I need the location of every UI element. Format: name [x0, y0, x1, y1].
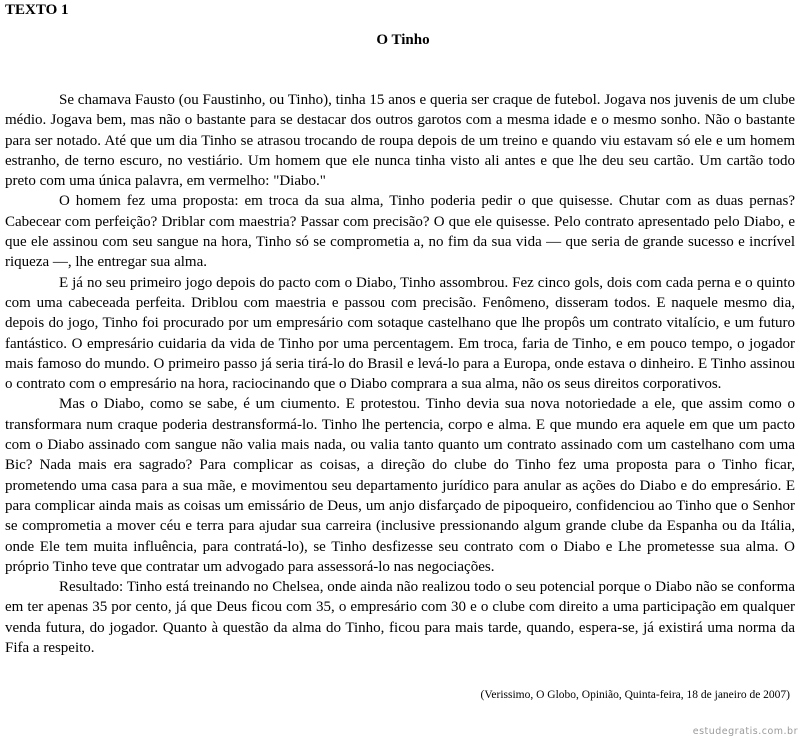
source-citation: (Verissimo, O Globo, Opinião, Quinta-feira, 18 de janeiro de 2007) — [480, 689, 790, 701]
paragraph-5: Resultado: Tinho está treinando no Chelsea, onde ainda não realizou todo o seu potencial porque o Diabo não se conforma em ter apenas 35 por cento, já que Deus ficou com 35, o empresário com 30 e o clube com direito a uma participação em qualquer venda futura, do jogador. Quanto à questão da alma do Tinho, ficou para mais tarde, quando, espera-se, já existirá uma norma da Fifa a respeito. — [5, 579, 795, 657]
text-label: TEXTO 1 — [5, 2, 69, 18]
site-watermark: estudegratis.com.br — [692, 726, 798, 737]
paragraph-1: Se chamava Fausto (ou Faustinho, ou Tinho), tinha 15 anos e queria ser craque de futebol. Jogava nos juvenis de um clube médio. Jogava bem, mas não o bastante para se destacar dos outros garotos com a mesma idade e o mesmo sonho. Não o bastante para ser notado. Até que um dia Tinho se atrasou trocando de roupa depois de um treino e quando viu estavam só ele e um homem estranho, de terno escuro, no vestiário. Um homem que ele nunca tinha visto ali antes e que lhe deu seu cartão. Um cartão todo preto com uma única palavra, em vermelho: "Diabo." — [5, 92, 795, 190]
paragraph-3: E já no seu primeiro jogo depois do pacto com o Diabo, Tinho assombrou. Fez cinco gols, dois com cada perna e o quinto com uma cabeceada perfeita. Driblou com maestria e passou com precisão. Fenômeno, disseram todos. E naquele mesmo dia, depois do jogo, Tinho foi procurado por um empresário com sotaque castelhano que lhe propôs um contrato vitalício, e um futuro fantástico. O empresário cuidaria da vida de Tinho por uma percentagem. Em troca, faria de Tinho, e em pouco tempo, o jogador mais famoso do mundo. O primeiro passo já seria tirá-lo do Brasil e levá-lo para a Europa, onde estava o dinheiro. E Tinho assinou o contrato com o empresário na hora, raciocinando que o Diabo comprara a sua alma, não os seus direitos corporativos. — [5, 274, 795, 393]
paragraph-4: Mas o Diabo, como se sabe, é um ciumento. E protestou. Tinho devia sua nova notoriedade a ele, que assim como o transformara num craque poderia destransformá-lo. Tinho lhe pertencia, corpo e alma. E que mundo era aquele em que um pacto com o Diabo assinado com sangue não valia mais nada, ou valia tanto quanto um contrato assinado com um castelhano com uma Bic? Nada mais era sagrado? Para complicar as coisas, a direção do clube do Tinho fez uma proposta para o Tinho ficar, prometendo uma casa para a sua mãe, e movimentou seu departamento jurídico para anular as ações do Diabo e do empresário. E para complicar ainda mais as coisas um emissário de Deus, um anjo disfarçado de pipoqueiro, confidenciou ao Tinho que o Senhor se comprometia a mover céu e terra para ajudar sua carreira (inclusive pressionando algum grande clube da Espanha ou da Itália, onde Ele tem muita influência, para contratá-lo), se Tinho desfizesse seu contrato com o Diabo e Lhe prometesse sua alma. O próprio Tinho teve que contratar um advogado para assessorá-lo nas negociações. — [5, 396, 795, 575]
article-body — [5, 90, 795, 658]
article-title: O Tinho — [376, 32, 430, 48]
paragraph-2: O homem fez uma proposta: em troca da sua alma, Tinho poderia pedir o que quisesse. Chutar com as duas pernas? Cabecear com perfeição? Driblar com maestria? Passar com precisão? O que ele quisesse. Pelo contrato apresentado pelo Diabo, e que ele assinou com seu sangue na hora, Tinho só se comprometia a, no fim da sua vida — que seria de grande sucesso e incrível riqueza —, lhe entregar sua alma. — [5, 193, 795, 271]
